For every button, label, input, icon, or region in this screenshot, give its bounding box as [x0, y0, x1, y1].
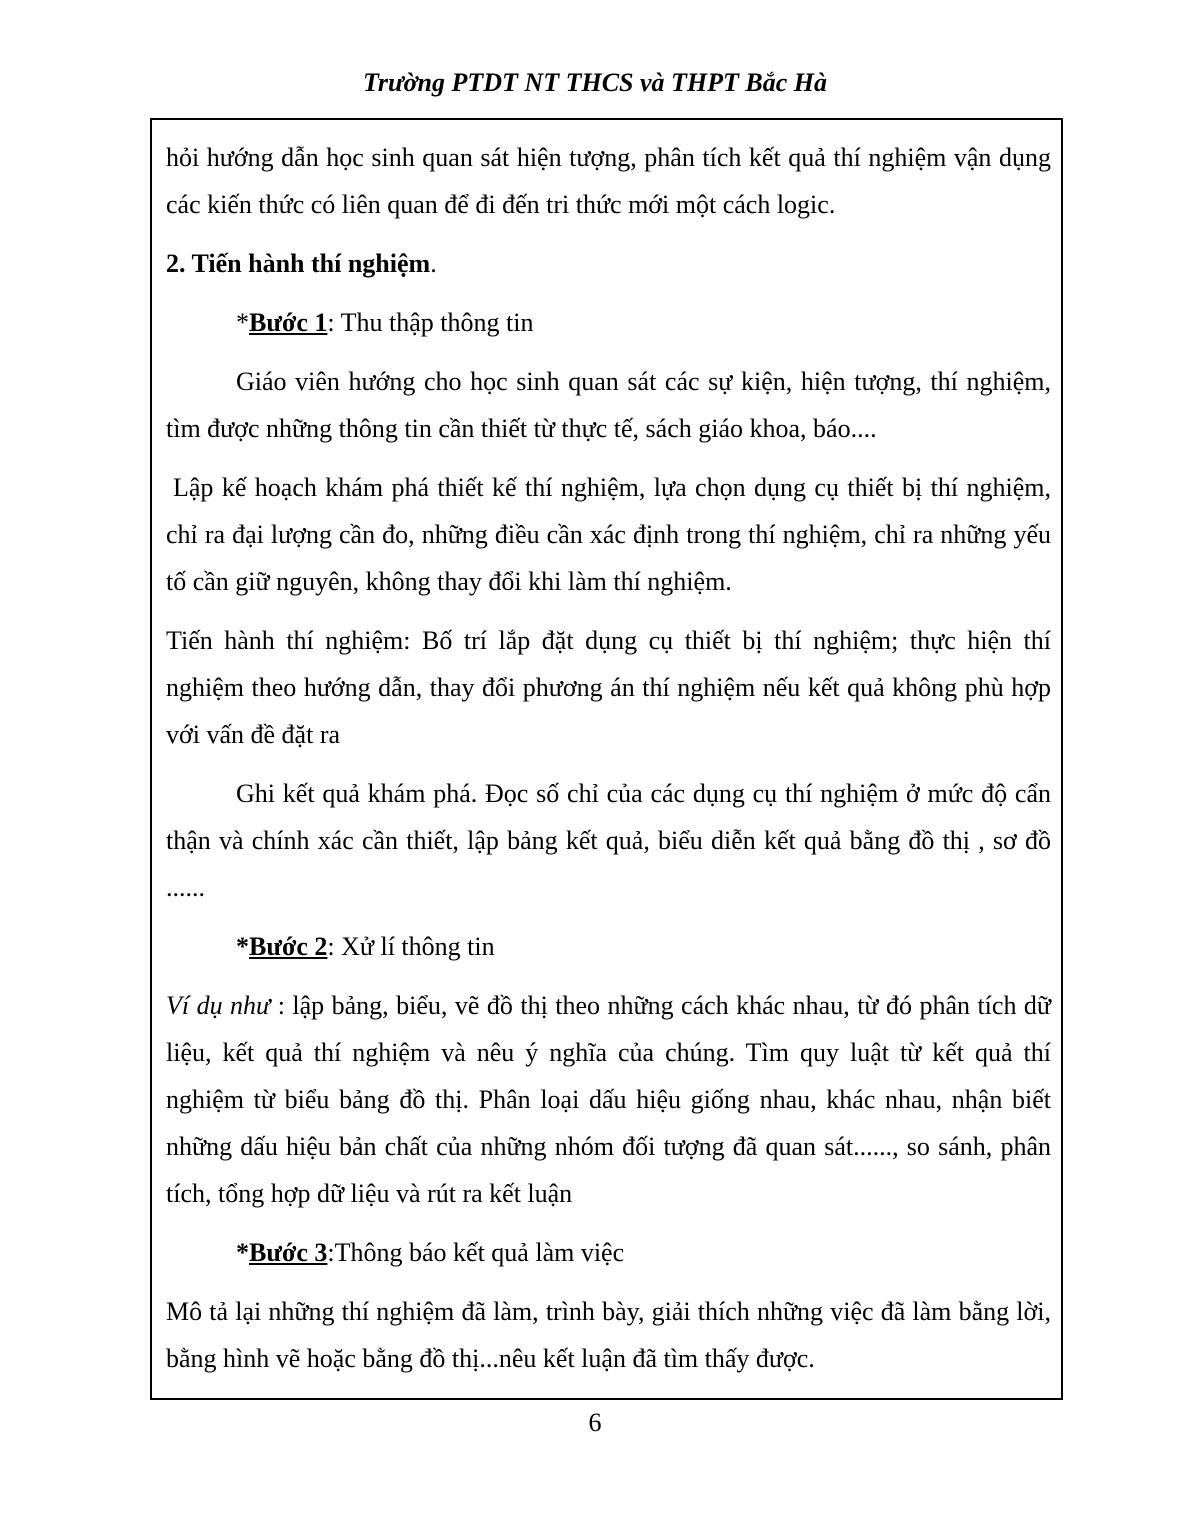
example-text: : lập bảng, biểu, vẽ đồ thị theo những cách khác nhau, từ đó phân tích dữ liệu, kết quả thí nghiệm và nêu ý nghĩa của chúng. Tìm quy luật từ kết quả thí nghiệm từ biểu bảng đồ thị. Phân loại dấu hiệu giống nhau, khác nhau, nhận biết những dấu hiệu bản chất của những nhóm đối tượng đã quan sát......, so sánh, phân tích, tổng hợp dữ liệu và rút ra kết luận	[166, 991, 1051, 1208]
step-3-heading	[166, 1229, 1051, 1276]
page-number: 6	[588, 1408, 602, 1437]
step-1-paragraph-3: Tiến hành thí nghiệm: Bố trí lắp đặt dụng cụ thiết bị thí nghiệm; thực hiện thí nghiệm theo hướng dẫn, thay đổi phương án thí nghiệm nếu kết quả không phù hợp với vấn đề đặt ra	[166, 626, 1051, 749]
section-heading-text: 2. Tiến hành thí nghiệm	[166, 249, 431, 278]
step-1-paragraph-2: Lập kế hoạch khám phá thiết kế thí nghiệm, lựa chọn dụng cụ thiết bị thí nghiệm, chỉ ra đại lượng cần đo, những điều cần xác định trong thí nghiệm, chỉ ra những yếu tố cần giữ nguyên, không thay đổi khi làm thí nghiệm.	[166, 473, 1051, 596]
step-3-prefix: *	[236, 1238, 249, 1267]
example-label: Ví dụ như	[166, 991, 271, 1020]
step-1-heading	[166, 299, 1051, 346]
step-3-paragraph: Mô tả lại những thí nghiệm đã làm, trình bày, giải thích những việc đã làm bằng lời, bằng hình vẽ hoặc bằng đồ thị...nêu kết luận đã tìm thấy được.	[166, 1297, 1051, 1373]
step-2-paragraph	[166, 982, 1051, 1217]
step-1-title: : Thu thập thông tin	[327, 308, 534, 337]
page-header: Trường PTDT NT THCS và THPT Bắc Hà	[362, 68, 828, 97]
step-3-title: :Thông báo kết quả làm việc	[327, 1238, 625, 1267]
step-1-paragraph-1: Giáo viên hướng cho học sinh quan sát các sự kiện, hiện tượng, thí nghiệm, tìm được những thông tin cần thiết từ thực tế, sách giáo khoa, báo....	[166, 367, 1051, 443]
step-1-prefix: *	[236, 308, 249, 337]
section-heading-period: .	[430, 249, 437, 278]
step-3-label: Bước 3	[249, 1238, 328, 1267]
step-2-heading	[166, 923, 1051, 970]
step-1-paragraph-4: Ghi kết quả khám phá. Đọc số chỉ của các dụng cụ thí nghiệm ở mức độ cẩn thận và chính xác cần thiết, lập bảng kết quả, biểu diễn kết quả bằng đồ thị , sơ đồ ......	[166, 779, 1051, 902]
step-1-label: Bước 1	[249, 308, 328, 337]
step-2-prefix: *	[236, 932, 249, 961]
step-2-label: Bước 2	[249, 932, 328, 961]
section-heading	[166, 240, 1051, 287]
document-body	[166, 134, 1051, 1382]
step-2-title: : Xử lí thông tin	[327, 932, 495, 961]
intro-paragraph: hỏi hướng dẫn học sinh quan sát hiện tượng, phân tích kết quả thí nghiệm vận dụng các kiến thức có liên quan để đi đến tri thức mới một cách logic.	[166, 143, 1051, 219]
